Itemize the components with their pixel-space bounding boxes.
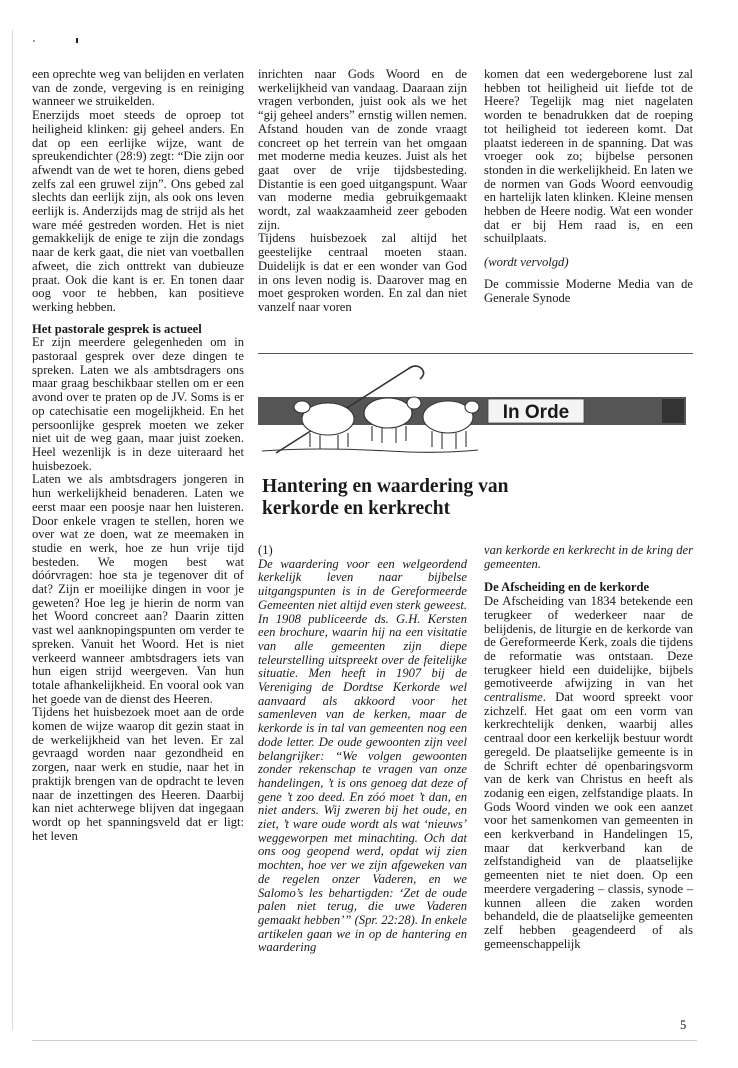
paragraph-text: De Afscheiding van 1834 betekende een terugkeer of wederkeer naar de belijdenis, de liturgie en de kerkorde van de Gereformeerde Kerk, zoals die tijdens de reformatie was ontstaan. Deze terugkeer hield een duidelijke, bijbels gemotiveerde afwijzing in van het — [484, 594, 693, 691]
paragraph: Er zijn meerdere gelegenheden om in pastoraal gesprek over deze dingen te spreken. Laten we als ambtsdragers ons maar graag beschikbaar stellen om er een avond over te praten op de JV. Soms is er op catechisatie een mogelijkheid. En het persoonlijke gesprek moeten we zeker niet uit de weg gaan, maar juist zoeken. Heel wezenlijk is in deze uiteraard het huisbezoek. — [32, 335, 244, 473]
paragraph: komen dat een wedergeborene lust zal hebben tot heiligheid uit liefde tot de Heere? Tegelijk mag niet nagelaten worden te benadrukken dat de roeping tot heiligheid tot iedereen komt. Dat plaatst iedereen in de spanning. Dat was vroeger ook zo; bijbelse personen stonden in die werkelijkheid. En laten we de normen van Gods Woord eenvoudig en hartelijk laten klinken. Kleine mensen hebben de Heere nodig. Wat een wonder dat er bij Hem raad is, en een schuilplaats. — [484, 67, 693, 246]
paragraph: Laten we als ambtsdragers jongeren in hun werkelijkheid benaderen. Laten we eerst maar een poosje naar hen luisteren. Door enkele vragen te stellen, horen we over wat ze doen, wat ze meemaken in studie en werk, hoe ze hun vrije tijd besteden. We mogen best wat dóórvragen: hoe sta je tegenover dit of dat? Zijn er moeilijke dingen in voor je geweten? Hoe leg je hierin de norm van het Woord concreet aan? Daarin zitten vast wel aanknopingspunten om verder te spreken. Vanuit het Woord. Het is niet verkeerd wanneer ambtsdragers iets van hun eigen strijd weergeven. Van hun totale afhankelijkheid. En vooral ook van het goede van de dienst des Heeren. — [32, 472, 244, 706]
article-intro: De waardering voor een welgeordend kerkelijk leven naar bijbelse uitgangspunten is in de Gereformeerde Gemeenten niet altijd even sterk geweest. In 1908 publiceerde ds. G.H. Kersten een brochure, waarin hij na een visitatie van alle gemeenten zijn diepe teleurstelling uitspreekt over de feitelijke situatie. Men heeft in 1907 bij de Vereniging de Dordtse Kerkorde wel aanvaard als akkoord voor het samenleven van de kerken, maar de kerkorde is in tal van gemeenten nog een dode letter. De oude gewoonten zijn veel belangrijker: “We volgen gewoonten zonder rekenschap te vragen van onze handelingen, ’t is ons genoeg dat deze of gene ’t zoo deed. En zóó moet ’t dan, en niet anders. Wij zweren bij het oude, en ziet, ’t ware oude wordt als wat ‘nieuws’ weggeworpen met minachting. Och dat ons oog geopend werd, opdat wij zien mochten, hoe ver we zijn afgeweken van de regelen onzer Vaderen, en we Salomo’s les behartigden: ‘Zet de oude palen niet terug, die uwe Vaderen gemaakt hebben’” (Spr. 22:28). In enkele artikelen gaan we in op de hantering en waardering — [258, 556, 467, 955]
sheep-illustration-icon — [262, 366, 479, 453]
article-column-1 — [258, 544, 467, 955]
paragraph — [484, 595, 693, 951]
paragraph: Tijdens huisbezoek zal altijd het geestelijke centraal moeten staan. Duidelijk is dat er een wonder van God in ons leven nodig is. Daarover mag en moet gesproken worden. En zal dan niet vanzelf naar voren — [258, 231, 467, 314]
banner-label: In Orde — [502, 402, 570, 423]
bottom-edge-line — [32, 1040, 697, 1041]
paragraph: een oprechte weg van belijden en verlaten van de zonde, vergeving is en reiniging wanneer we struikelden. — [32, 67, 244, 109]
article-column-2 — [484, 544, 693, 951]
article-number: (1) — [258, 543, 273, 557]
article-intro-end: van kerkorde en kerkrecht in de kring der gemeenten. — [484, 543, 693, 571]
paragraph: Enerzijds moet steeds de oproep tot heiligheid klinken: gij geheel anders. En dat op een eerlijke wijze, want de spreukendichter (28:9) zegt: “Die zijn oor afwendt van de wet te horen, diens gebed zelfs zal een gruwel zijn”. Ons gebed zal slechts dan eerlijk zijn, als ook ons leven eerlijk is. Anderzijds mag de strijd als het ware méé gestreden worden. Het is niet gemakkelijk de enige te zijn die zondags naar de kerk gaat, die niet van voetballen afweet, die zich onttrekt van dubieuze praat. Ook die kant is er. En tonen daar oog voor te hebben, kan positieve werking hebben. — [32, 108, 244, 314]
paragraph-text: . Dat woord spreekt voor zichzelf. Het gaat om een vorm van kerkrechtelijk denken, waarbij alles centraal door een kerkelijk bestuur wordt geregeld. De plaatselijke gemeente is in de Schrift echter dé openbaringsvorm van de kerk van Christus en heeft als zodanig een eigen, zelfstandige plaats. In Gods Woord vinden we ook een aanzet voor het samenkomen van gemeenten in een kerkverband in Handelingen 15, maar dat kerkverband kan de zelfstandigheid van de plaatselijke gemeenten niet te niet doen. Op een meerdere vergadering – classis, synode – kunnen alleen die zaken worden behandeld, die de plaatselijke gemeenten zelf hebben geagendeerd of als gemeenschappelijk — [484, 690, 693, 951]
article-title-line-2: kerkorde en kerkrecht — [262, 498, 451, 519]
scan-artifact-marks — [32, 36, 92, 46]
article-title-line-1: Hantering en waardering van — [262, 476, 509, 497]
article-title — [262, 476, 682, 520]
continued-note: (wordt vervolgd) — [484, 255, 569, 270]
text-column-3 — [484, 68, 693, 305]
emphasis-text: centralisme — [484, 690, 543, 705]
section-heading: Het pastorale gesprek is actueel — [32, 321, 202, 336]
paragraph: Tijdens het huisbezoek moet aan de orde komen de wijze waarop dit gezin staat in de werkelijkheid van het leven. Er zal gevraagd worden naar gezondheid en zorgen, naar werk en studie, naar het in praktijk brengen van de opdracht te leven naar de inzettingen des Heeren. Daarbij kan niet achterwege blijven dat ingegaan wordt op het spanningsveld dat er ligt: het leven — [32, 705, 244, 843]
signature: De commissie Moderne Media van de Generale Synode — [484, 276, 693, 305]
section-divider — [258, 353, 693, 354]
text-column-1 — [32, 68, 244, 843]
section-banner — [258, 361, 698, 459]
banner-end-box — [662, 399, 684, 423]
scan-edge-line — [12, 30, 13, 1030]
section-heading: De Afscheiding en de kerkorde — [484, 580, 650, 595]
page-number: 5 — [680, 1018, 687, 1032]
paragraph: inrichten naar Gods Woord en de werkelijkheid van vandaag. Daaraan zijn vragen verbonden, juist ook als we het “gij geheel anders” ernstig willen nemen. Afstand houden van de zonde vraagt concreet op het terrein van het omgaan met moderne media keuzes. Juist als het gaat over de vrije tijdsbesteding. Distantie is een goed uitgangspunt. Waar van moderne media gebruikgemaakt wordt, zal waakzaamheid zeer geboden zijn. — [258, 67, 467, 232]
text-column-2 — [258, 68, 467, 315]
